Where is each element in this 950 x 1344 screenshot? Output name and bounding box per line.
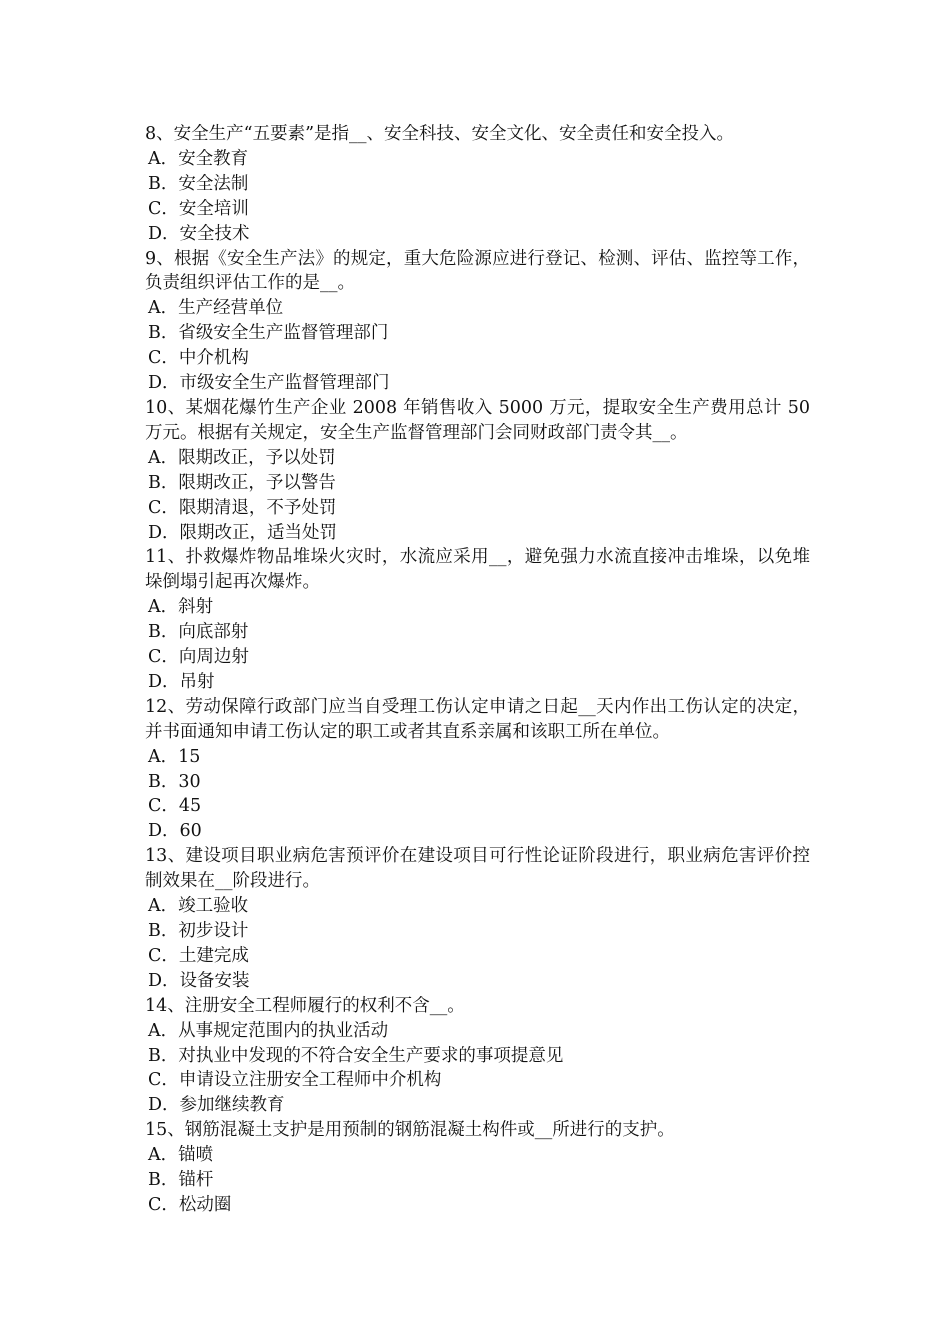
option-c: C．安全培训: [148, 198, 249, 219]
option-d: D．安全技术: [148, 223, 250, 244]
question-11: [145, 545, 810, 694]
option-a: A．竣工验收: [148, 896, 249, 917]
option-d: D．市级安全生产监督管理部门: [148, 373, 390, 394]
question-text: 12、劳动保障行政部门应当自受理工伤认定申请之日起__天内作出工伤认定的决定，并书面通知申请工伤认定的职工或者其直系亲属和该职工所在单位。: [145, 696, 810, 742]
question-8: [145, 122, 810, 247]
question-9: [145, 247, 810, 396]
question-text: 15、钢筋混凝土支护是用预制的钢筋混凝土构件或__所进行的支护。: [145, 1120, 675, 1141]
option-a: A．限期改正，予以处罚: [148, 447, 336, 468]
option-a: A．斜射: [148, 597, 214, 618]
option-c: C．中介机构: [148, 348, 249, 369]
option-c: C．限期清退，不予处罚: [148, 497, 337, 518]
question-text: 13、建设项目职业病危害预评价在建设项目可行性论证阶段进行，职业病危害评价控制效果在__阶段进行。: [145, 846, 810, 892]
option-b: B．省级安全生产监督管理部门: [148, 323, 389, 344]
question-text: 8、安全生产“五要素”是指__、安全科技、安全文化、安全责任和安全投入。: [145, 124, 735, 144]
option-d: D．60: [148, 821, 202, 842]
option-c: C．45: [148, 796, 202, 817]
question-13: [145, 844, 810, 993]
option-b: B．对执业中发现的不符合安全生产要求的事项提意见: [148, 1045, 564, 1066]
option-b: B．初步设计: [148, 921, 249, 941]
option-b: B．安全法制: [148, 173, 249, 194]
question-text: 10、某烟花爆竹生产企业 2008 年销售收入 5000 万元，提取安全生产费用总计 50 万元。根据有关规定，安全生产监督管理部门会同财政部门责令其__。: [145, 397, 810, 443]
option-b: B．30: [148, 771, 201, 792]
option-c: C．松动圈: [148, 1194, 232, 1215]
option-a: A．15: [148, 746, 201, 767]
option-b: B．向底部射: [148, 622, 249, 643]
option-b: B．锚杆: [148, 1170, 214, 1191]
option-c: C．土建完成: [148, 945, 249, 966]
option-a: A．从事规定范围内的执业活动: [148, 1020, 389, 1041]
option-c: C．申请设立注册安全工程师中介机构: [148, 1070, 442, 1091]
option-d: D．设备安装: [148, 970, 250, 991]
document-page: [145, 122, 810, 1218]
option-d: D．限期改正，适当处罚: [148, 522, 338, 543]
option-a: A．锚喷: [148, 1145, 214, 1166]
option-b: B．限期改正，予以警告: [148, 472, 336, 493]
question-text: 14、注册安全工程师履行的权利不含__。: [145, 995, 465, 1016]
option-a: A．安全教育: [148, 148, 249, 169]
question-text: 9、根据《安全生产法》的规定，重大危险源应进行登记、检测、评估、监控等工作，负责组织评估工作的是__。: [145, 248, 810, 294]
question-text: 11、扑救爆炸物品堆垛火灾时，水流应采用__，避免强力水流直接冲击堆垛，以免堆垛倒塌引起再次爆炸。: [145, 547, 810, 593]
question-14: [145, 994, 810, 1119]
question-10: [145, 396, 810, 545]
option-d: D．参加继续教育: [148, 1095, 285, 1116]
option-a: A．生产经营单位: [148, 298, 284, 319]
question-15: [145, 1118, 810, 1218]
question-12: [145, 695, 810, 844]
option-c: C．向周边射: [148, 647, 249, 668]
option-d: D．吊射: [148, 671, 215, 692]
